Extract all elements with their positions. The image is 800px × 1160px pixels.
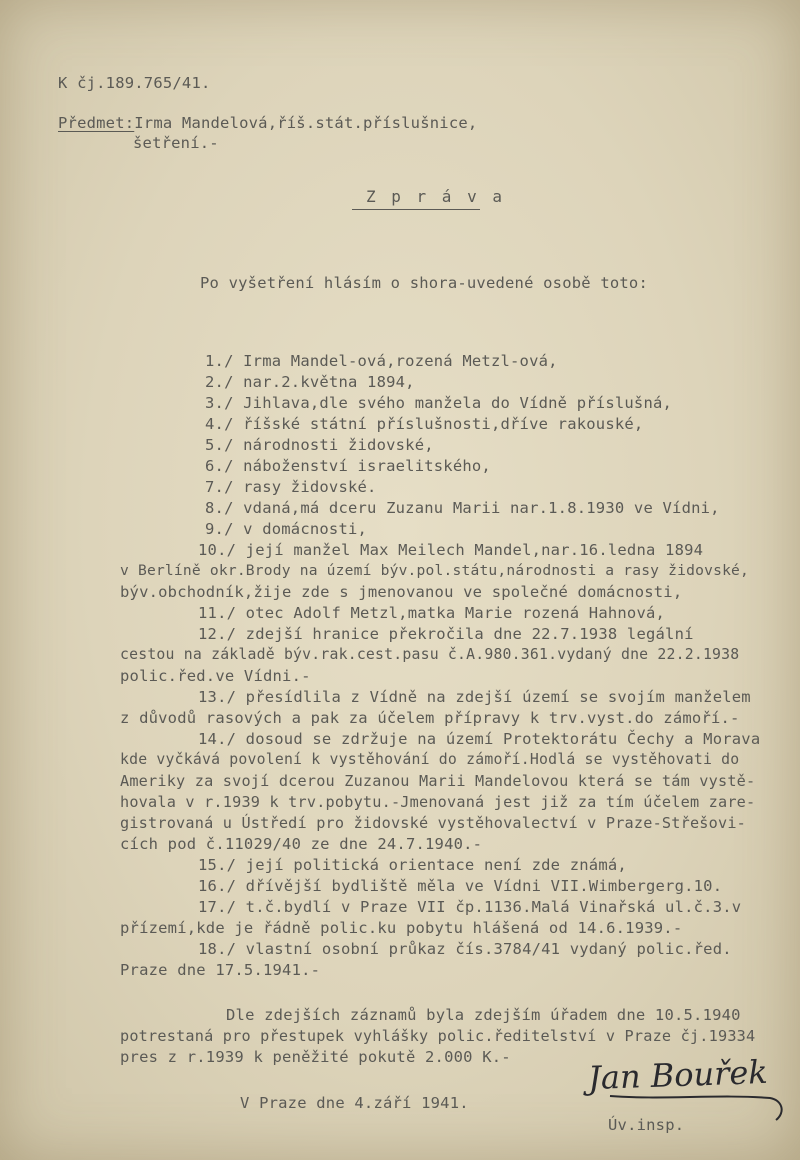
item-10: 10./ její manžel Max Meilech Mandel,nar.16.ledna 1894 <box>198 541 704 559</box>
subject-line <box>58 114 477 132</box>
item-12-cont-2: polic.řed.ve Vídni.- <box>120 667 311 685</box>
item-6: 6./ náboženství israelitského, <box>205 457 491 475</box>
item-14: 14./ dosoud se zdržuje na území Protektorátu Čechy a Morava <box>198 730 761 748</box>
record-line-3: pres z r.1939 k peněžité pokutě 2.000 K.- <box>120 1048 511 1066</box>
item-1: 1./ Irma Mandel-ová,rozená Metzl-ová, <box>205 352 558 370</box>
item-13: 13./ přesídlila z Vídně na zdejší území se svojím manželem <box>198 688 751 706</box>
item-5: 5./ národnosti židovské, <box>205 436 434 454</box>
record-line-1: Dle zdejších záznamů byla zdejším úřadem dne 10.5.1940 <box>226 1006 741 1024</box>
title-underline <box>352 209 480 210</box>
item-8: 8./ vdaná,má dceru Zuzanu Marii nar.1.8.1930 ve Vídni, <box>205 499 720 517</box>
record-line-2: potrestaná pro přestupek vyhlášky polic.ředitelství v Praze čj.19334 <box>120 1027 756 1045</box>
reference-number: K čj.189.765/41. <box>58 74 211 92</box>
item-18-cont: Praze dne 17.5.1941.- <box>120 961 321 979</box>
item-12-cont-1: cestou na základě býv.rak.cest.pasu č.A.980.361.vydaný dne 22.2.1938 <box>120 646 740 663</box>
subject-continuation: šetření.- <box>133 134 219 152</box>
item-11: 11./ otec Adolf Metzl,matka Marie rozená Hahnová, <box>198 604 666 622</box>
item-17-cont: přízemí,kde je řádně polic.ku pobytu hlášená od 14.6.1939.- <box>120 919 683 937</box>
subject-label: Předmet: <box>58 114 135 132</box>
officer-rank: Úv.insp. <box>608 1116 685 1134</box>
place-and-date: V Praze dne 4.září 1941. <box>240 1094 469 1112</box>
item-16: 16./ dřívější bydliště měla ve Vídni VII.Wimbergerg.10. <box>198 877 723 895</box>
item-13-cont: z důvodů rasových a pak za účelem přípravy k trv.vyst.do zámoří.- <box>120 709 740 727</box>
item-7: 7./ rasy židovské. <box>205 478 377 496</box>
document-title: Z p r á v a <box>366 187 505 206</box>
item-4: 4./ říšské státní příslušnosti,dříve rakouské, <box>205 415 644 433</box>
item-14-cont-3: hovala v r.1939 k trv.pobytu.-Jmenovaná jest již za tím účelem zare- <box>120 793 756 811</box>
subject-text: Irma Mandelová,říš.stát.příslušnice, <box>134 114 478 132</box>
item-14-cont-1: kde vyčkává povolení k vystěhování do zámoří.Hodlá se vystěhovati do <box>120 751 740 768</box>
item-17: 17./ t.č.bydlí v Praze VII čp.1136.Malá Vinařská ul.č.3.v <box>198 898 742 916</box>
item-2: 2./ nar.2.května 1894, <box>205 373 415 391</box>
item-3: 3./ Jihlava,dle svého manžela do Vídně příslušná, <box>205 394 673 412</box>
handwritten-signature: Jan Bouřek <box>587 1052 769 1098</box>
item-14-cont-2: Ameriky za svojí dcerou Zuzanou Marii Mandelovou která se tám vystě- <box>120 772 756 790</box>
item-15: 15./ její politická orientace není zde známá, <box>198 856 627 874</box>
item-9: 9./ v domácnosti, <box>205 520 368 538</box>
item-14-cont-4: gistrovaná u Ústředí pro židovské vystěhovalectví v Praze-Střešovi- <box>120 814 747 832</box>
item-10-cont-1: v Berlíně okr.Brody na území býv.pol.státu,národnosti a rasy židovské, <box>120 562 750 579</box>
item-12: 12./ zdejší hranice překročila dne 22.7.1938 legální <box>198 625 694 643</box>
item-14-cont-5: cích pod č.11029/40 ze dne 24.7.1940.- <box>120 835 483 853</box>
intro-sentence: Po vyšetření hlásím o shora-uvedené osobě toto: <box>200 274 648 292</box>
item-10-cont-2: býv.obchodník,žije zde s jmenovanou ve společné domácnosti, <box>120 583 683 601</box>
item-18: 18./ vlastní osobní průkaz čís.3784/41 vydaný polic.řed. <box>198 940 732 958</box>
